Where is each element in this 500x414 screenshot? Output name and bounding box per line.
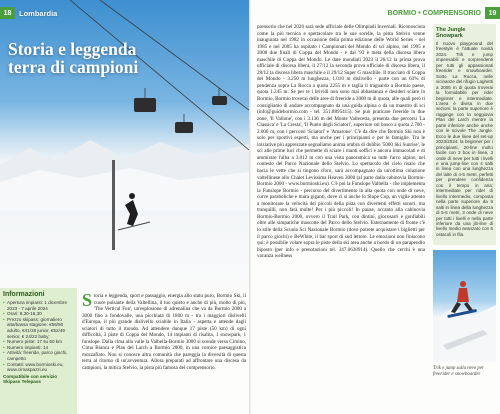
skipass-note: Compatibile con servizio Skipass Telepass: [3, 373, 58, 384]
info-list: [3, 300, 74, 373]
info-item: • Prezzo skipass: giornaliero alta/bassa stagione: €56/50 adulto, €41/38 junior, €52/49 senior, € 24/22 baby;: [3, 317, 74, 339]
info-box: [0, 288, 77, 414]
info-item: • Numero piste: 17 su 50 km: [3, 339, 74, 345]
sidebar-title: The Jungle Snowpark: [436, 27, 466, 39]
snowboarder-graphic: [433, 250, 496, 362]
page-header-right: [388, 7, 500, 19]
sidebar-text: Il nuovo playground del freestyle è l'attuale novità 2024. Trik e jump impensabili e sorprendenti per tutti gli appassionati freerider e snowboarder. Sotto La Rocca, nelle vicinanze del rifugio Laghetti a 2005 m di quota troverai la formidabile per rider beginner e intermediate. L'area è divisa in due sezioni: la parte superiore è ragginge con la seggiovia Plan del Larch mentre la parte inferiore anche anche con le scivole The Jungle. Ecco le due linee del set-up 2023/2024: la beginner per i principianti, 20-line molto facile con 3 box in linea, 3 onde di neve per tutti i livelli e una jump-line con 4 salti in linea con una lunghezza del lalte di 4-5 metri, perfetti per prendere confidenza con il tempo in aria; intermediate per rider di livello intermedio, composta nella parte superiore da 5 salti in linea della lunghezza di 5-6 metri, 3 onde di neve per tutti i livelli e nella parte inferiore da una jib-line di livello medio avanzato con 6 ostacoli in fila.: [436, 41, 493, 237]
body-text: toria e leggenda, sport e passaggio, energia allo stato puro, Bormio Ski, il cuore pulsante della Valtellina, il tuo quieto e anche di più, molto di più, 'The Vertical Fun', un'esplosione di adrenalina che va da Bormio 2000 a 3000 fino a fondovalle, una picchiata di 1800 m - tra i maggiori dislivelli d'Europa, il più grande dislivello sciabile in Italia - aspetta e attende dagli sciatori di tutto il mondo. Ad attendere dunque 17 piste (50 km) di ogni difficoltà, 3 piste di Coppa del Mondo, 14 impianti di risalita, 1 snowpark, 1 funslope. Dalla cima alla valle la Valbella-Bormio 3000 si scende verso Cimino, Cima Bianca e Plan del Larch a Bormio 2000, in una cornice paesaggistica mozzafiato. Non si conosce altra comunità che pareggia la diversità di questa terra al ritorno di un'avventura. Allora preparati ad affrontare una discesa da campioni, la mitica Stelvio, la pista più famosa del comprensorio.: [82, 293, 246, 371]
info-item: • Numero impianti: 14: [3, 345, 74, 351]
page-header-left: [0, 7, 57, 19]
section-label: Lombardia: [19, 8, 58, 18]
info-box-title: Informazioni: [3, 291, 45, 298]
info-item: • Orari: 8,30-16,30: [3, 311, 74, 317]
right-page: [251, 0, 500, 414]
page-number: 19: [485, 7, 500, 19]
photo-caption: Trik e jump sulla neve per freerider e snowboarder: [433, 366, 484, 377]
article-body-right: prensorio che nel 2026 sarà sede ufficiale delle Olimpiadi Invernali. Riconosciuta come la più tecnica e spettacolare tra le sue sorelle, la pista Stelvio venne inaugurata nel 1982 in occasione della prima edizione delle World Series - nel 1985 e nel 2005 ha ospitato i Campionati del Mondo di sci alpino, nel 1995 e 2008 due finali di Coppa del Mondo - e dal '93 è meta della discesa libera maschile di Coppa del Mondo. Le date mondiali 2023 il 26/12 la prima prova ufficiale di discesa libera, il 27/12 la seconda prova ufficiale di discesa libera, il 28/12 la discesa libera maschile e il 29/12 Super G maschile. Il tracciato di Coppa del Mondo - 3.250 m lunghezza, 1.010 m dislivello - parte con un 63% di pendenza sopra La Rocca a quota 2255 m e taglia il traguardo a Bormio paese, quota 1.245 m. Se per te i brividi non sono mai abbastanza e desideri sciare in Bormio, Bormio troverai delle aree di freeride a 3000 m di quota, alle quali però ti consigliamo di andare accompagnato da una guida alpina o da un maestro di sci (info@guidebormio.com - tel. 351.8895415). Se può praticare freeride in due zone, 'Il Vallone', con i 3.136 m del Monte Vallecetta, presenta due percorsi 'La Classica' e 'La Cresta', 'Il Punto degli Sciatori', superiore sul bosco a quota 2.700 - 2.000 m, con i percorsi 'Sciatori' e 'Amarone'. C'è da dire che Bormio Ski non è solo per sportivi esperti, ma anche per i principianti e per le famiglie. Tra le iniziative più apprezzate segnaliamo anima ombra di dubbio '5000 Ski Sunrise', le sci alle prime luci che permette di sciare i manti soffici e ancora immacolati e di ammirare l'alba a 3.012 m con una vista panoramica su tutte l'arco alpino, nel contesto del Parco Nazionale dello Stelvio. Lo spettacolo del cielo risaro che bacia le vette che si tingono d'oro, sarà accompagnato da un'ottima colazione valtellinese allo Chalet Levissima Heaven 3000 (al parte dalla cabinovia Bormio-Bormio 2000 - www.bormioski.eu). C'è poi la Funslope Valbella - che implementa la Funslope Bormio - percorso del divertimento in alta quota con onde di neve, curve paraboliche e mura giganti, dove ci si anche lo Slope Cop, un vigile attento a monitorare la velocità dei piccoli della pista con divertenti effetti sonori, ma tranquilli, non farà multe! Per i più piccoli! In pause, accanto alla cabinovia Bormio-Bormio 2000, ovvero il Trail Park, con dintini, giocosarri e gonfiabili oltre alle simpatiche mascotte del Parco dello Stelvio. Esternamente di fronte c'è lo stile della Scuola Sci Nazionale Bormio (dove potrete acquistare i biglietti per il parco giochi) e BeWhite, il bar sport di sud lettore. Le emozioni non finiscono qui: è possibile volare sopra le piste della ski area anche a bordo di un parapendio biposto (per info e prenotazioni tel. 347.0638914). Quello che cerchi è una vacanza wellness: [257, 24, 425, 260]
article-body-left: [82, 290, 246, 371]
headline-line-1: Storia e leggenda: [8, 39, 137, 59]
drop-cap: S: [82, 290, 93, 310]
left-page: [0, 0, 249, 414]
info-item: • Apertura impianti: 1 dicembre 2023 - 7 aprile 2024: [3, 300, 74, 311]
section-label: BORMIO • COMPRENSORIO: [387, 9, 481, 17]
article-headline: [8, 40, 188, 76]
info-item: • Contatti: www.bormioski.eu, www.cimaspazzi.eu: [3, 362, 74, 373]
snowpark-sidebar: [433, 24, 496, 245]
headline-line-2: terra di campioni: [8, 57, 139, 77]
info-item: • Attività: freeride, parco giochi, campetto: [3, 350, 74, 361]
snowpark-photo: [433, 250, 496, 362]
page-number: 18: [0, 7, 15, 19]
